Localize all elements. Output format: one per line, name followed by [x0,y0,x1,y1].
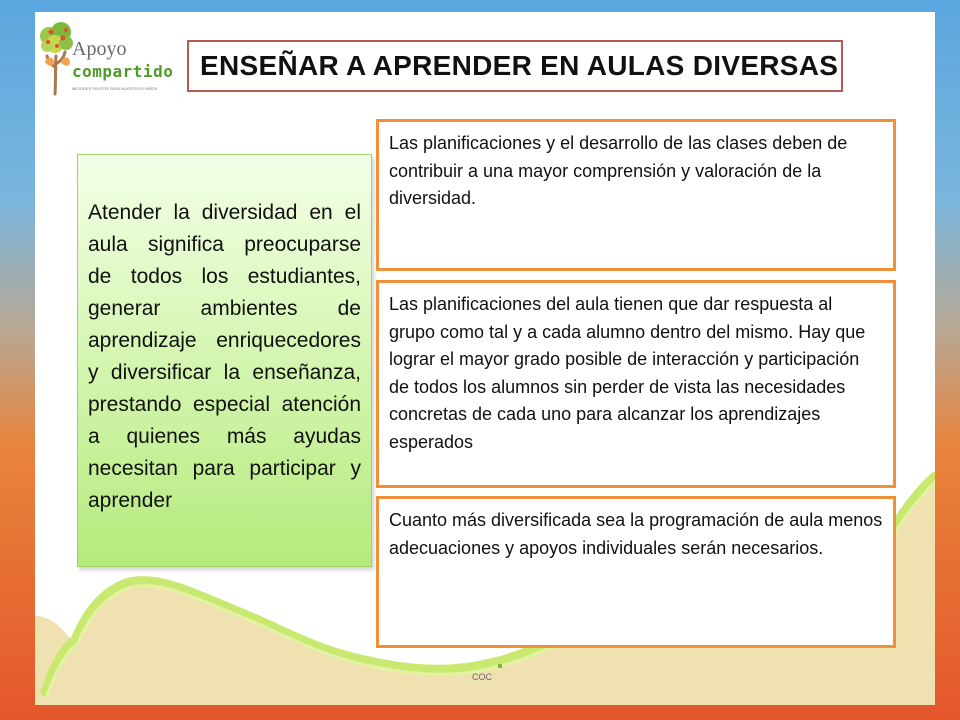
definition-box [77,154,372,567]
slide-title: ENSEÑAR A APRENDER EN AULAS DIVERSAS [200,50,839,81]
slide [35,12,935,705]
tree-logo-icon [39,16,75,96]
info-box-2-text: Las planificaciones del aula tienen que dar respuesta al grupo como tal y a cada alumno dentro del mismo. Hay que lograr el mayor grado posible de interacción y participación de todos los alumnos sin perder de vista las necesidades concretas de cada uno para alcanzar los aprendizajes esperados [389,294,866,452]
logo-name-line1: Apoyo [72,38,127,60]
title-box [187,40,843,92]
info-box-3-text: Cuanto más diversificada sea la programación de aula menos adecuaciones y apoyos individuales serán necesarios. [389,510,883,558]
info-box-2 [376,280,896,488]
footer-code: COC [472,672,492,682]
footer-marker [498,664,502,668]
logo-name-line2: compartido [72,62,174,81]
apoyo-compartido-logo [39,16,189,106]
definition-text: Atender la diversidad en el aula significa preocuparse de todos los estudiantes, generar ambientes de aprendizaje enriquecedores y diversificar la enseñanza, prestando especial atención a quienes más ayudas necesitan para participar y aprender [88,201,361,512]
info-box-1 [376,119,896,271]
info-box-1-text: Las planificaciones y el desarrollo de las clases deben de contribuir a una mayor comprensión y valoración de la diversidad. [389,133,848,208]
info-box-3 [376,496,896,648]
logo-tagline: MEJORES FRUTOS PARA NUESTROS NIÑOS [72,86,158,91]
